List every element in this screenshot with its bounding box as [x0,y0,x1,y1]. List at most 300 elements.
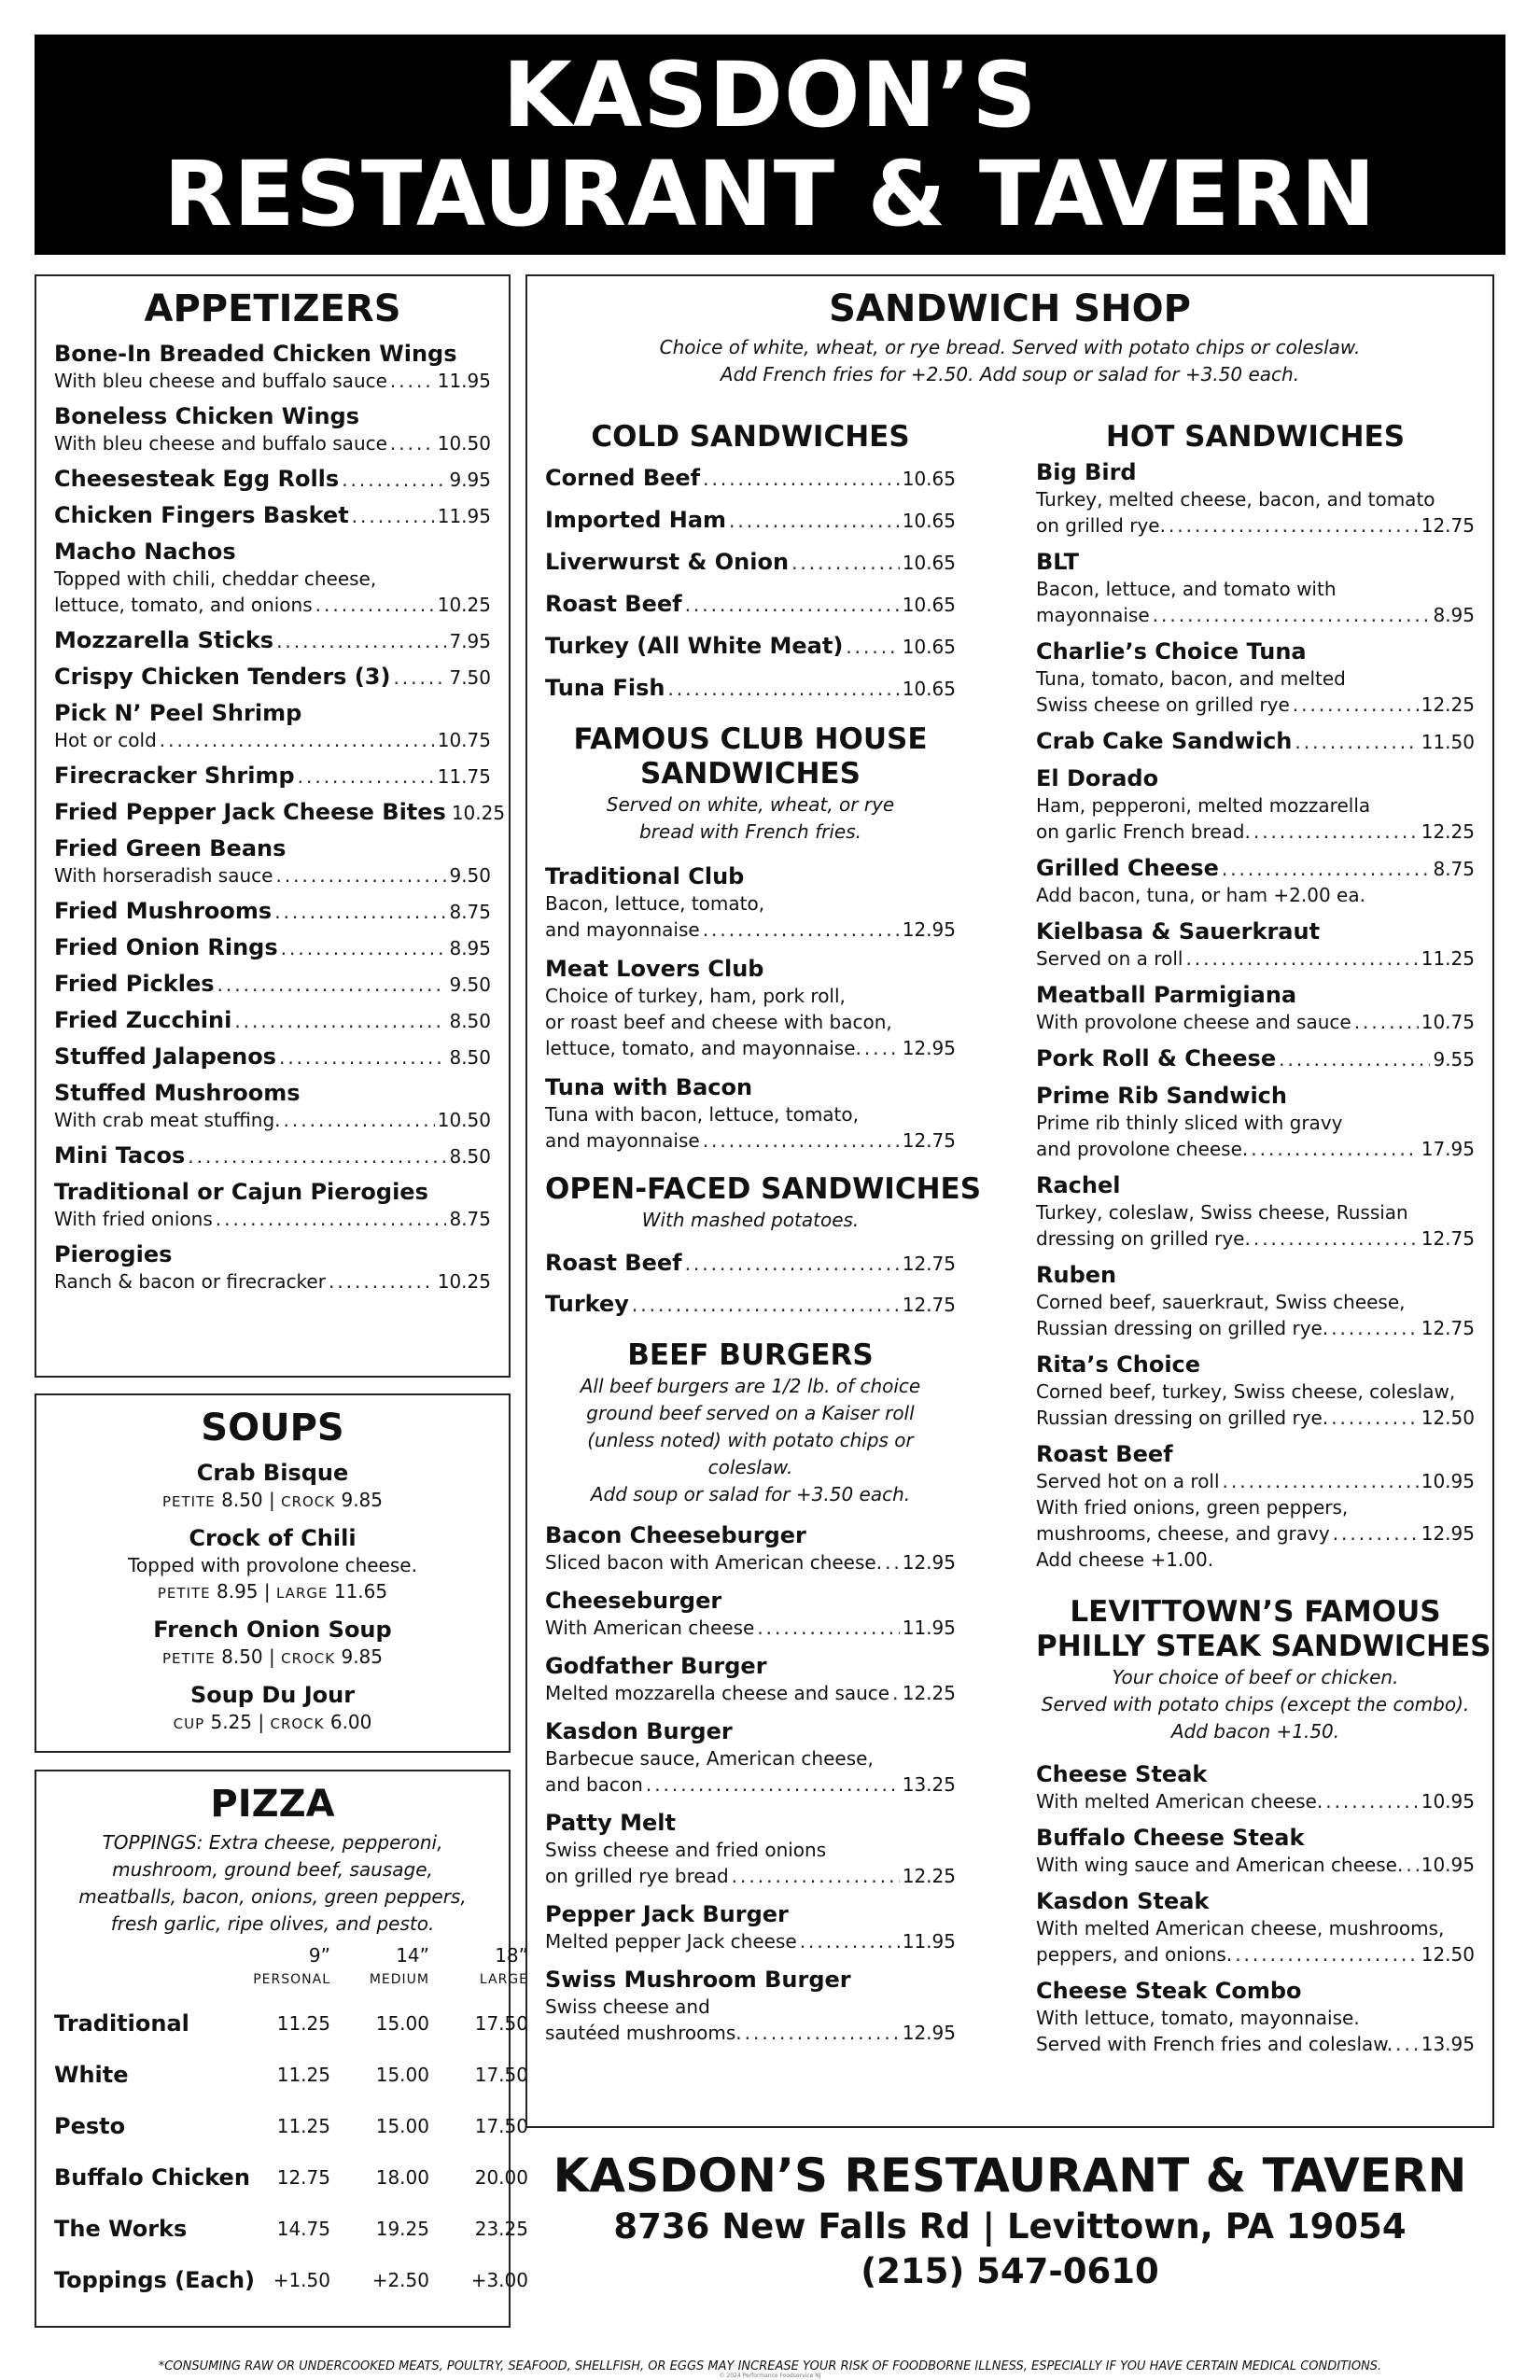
item-price: 12.75 [902,1253,956,1275]
price-row [54,897,491,925]
size-price: 9.85 [341,1489,383,1511]
dot-leader [329,1270,435,1293]
menu-item [545,1290,956,1318]
menu-item [545,1249,956,1277]
menu-item [1036,548,1475,628]
menu-item [54,699,491,753]
price-row [1036,1852,1475,1878]
pizza-price: 23.25 [474,2217,528,2240]
item-desc: peppers, and onions. [1036,1943,1233,1966]
price-row [545,506,956,534]
soup-sizes: PETITE 8.50 | CROCK 9.85 [162,1489,383,1511]
soup-name: French Onion Soup [153,1617,392,1643]
item-name: Cheese Steak [1036,1761,1208,1787]
dot-leader [703,468,900,490]
price-row [545,1290,956,1318]
burgers-note-3: (unless noted) with potato chips or coleslaw. [587,1429,914,1478]
dot-leader [729,510,900,532]
dot-leader [703,918,900,941]
size-name: MEDIUM [369,1972,429,1987]
pizza-price: 15.00 [375,2063,429,2086]
item-price: 13.25 [902,1773,956,1796]
price-row [545,548,956,576]
dot-leader [1253,820,1419,843]
item-name: Swiss Mushroom Burger [545,1967,851,1993]
item-desc: With melted American cheese, mushrooms, [1036,1917,1445,1939]
pizza-price: 17.50 [474,2063,528,2086]
dot-leader [1331,1317,1419,1339]
size-price: 9.85 [341,1645,383,1668]
restaurant-contact [525,2147,1494,2294]
pizza-price: 14.75 [276,2217,330,2240]
item-price: 10.65 [902,678,956,700]
dot-leader [846,636,899,658]
menu-item [54,1141,491,1169]
menu-item [545,590,956,618]
item-price: 8.95 [449,937,491,959]
price-row [54,933,491,961]
item-name: Kielbasa & Sauerkraut [1036,918,1321,945]
pizza-name: White [54,2061,129,2088]
menu-item [54,933,491,961]
dot-leader [892,1682,900,1704]
item-desc: Bacon, lettuce, tomato, [545,892,765,915]
item-price: 12.25 [1421,693,1475,716]
item-price: 10.50 [437,432,491,455]
item-addon: Add bacon, tuna, or ham +2.00 ea. [1036,884,1365,906]
item-price: 8.50 [449,1145,491,1168]
menu-item [545,1587,956,1641]
size-label: CROCK [281,1650,336,1667]
item-desc: With horseradish sauce [54,864,273,887]
open-faced-list [545,1249,956,1318]
item-price: 11.95 [437,505,491,527]
dot-leader [352,505,435,527]
item-name: Chicken Fingers Basket [54,502,349,528]
dot-leader [217,973,447,996]
menu-item [545,464,956,492]
item-name: Firecracker Shrimp [54,763,295,789]
item-desc: Tuna, tomato, bacon, and melted [1036,667,1346,690]
price-row [545,1771,956,1798]
price-row [1036,1405,1475,1431]
item-price: 7.95 [449,630,491,652]
item-desc: Barbecue sauce, American cheese, [545,1747,874,1770]
dot-leader [393,666,446,689]
item-name: Fried Zucchini [54,1007,232,1033]
philly-title-2: PHILLY STEAK SANDWICHES [1036,1630,1491,1663]
dot-leader [1279,1048,1430,1071]
dot-leader [685,594,900,616]
price-row [1036,1941,1475,1967]
pizza-size [231,1943,330,1992]
pizza-size [429,1943,528,1992]
soup-name: Crock of Chili [189,1525,357,1551]
footer-restaurant-name: KASDON’S RESTAURANT & TAVERN [553,2149,1467,2203]
item-price: 10.75 [437,729,491,751]
item-price: 11.95 [437,370,491,392]
dot-leader [276,630,446,652]
pizza-size-header [36,1943,528,1992]
item-name: Stuffed Jalapenos [54,1043,276,1070]
item-desc: on garlic French bread. [1036,820,1251,843]
menu-item [545,674,956,702]
item-name: Mini Tacos [54,1142,186,1169]
item-name: Bacon Cheeseburger [545,1522,806,1548]
menu-item [54,970,491,998]
menu-item [1036,1044,1475,1072]
item-name: Traditional or Cajun Pierogies [54,1179,428,1205]
club-title-2: SANDWICHES [640,757,861,791]
item-desc: With crab meat stuffing. [54,1109,281,1131]
item-price: 12.75 [1421,1227,1475,1250]
item-desc: Choice of turkey, ham, pork roll, [545,985,846,1007]
soup-item [36,1681,509,1737]
dot-leader [298,765,435,788]
item-name: Fried Pickles [54,971,215,997]
dot-leader [757,1617,899,1639]
footer-address: 8736 New Falls Rd | Levittown, PA 19054 [613,2206,1407,2247]
open-faced-title: OPEN-FACED SANDWICHES [545,1172,982,1206]
menu-item [545,632,956,660]
club-note-2: bread with French fries. [639,820,861,843]
item-desc: on grilled rye bread [545,1865,729,1887]
item-price: 12.75 [1421,514,1475,537]
item-desc: lettuce, tomato, and onions [54,594,313,616]
size-label: CROCK [270,1715,325,1732]
menu-item [545,1900,956,1954]
pizza-price: 11.25 [276,2114,330,2137]
item-desc: Ham, pepperoni, melted mozzarella [1036,794,1371,817]
item-desc: Turkey, coleslaw, Swiss cheese, Russian [1036,1201,1408,1224]
size-price: 11.65 [333,1580,388,1603]
menu-item [545,506,956,534]
item-price: 10.50 [437,1109,491,1131]
size-inch: 18” [495,1944,528,1967]
soup-sizes: PETITE 8.95 | LARGE 11.65 [157,1580,388,1603]
item-desc: on grilled rye. [1036,514,1166,537]
dot-leader [281,937,447,959]
item-name: Fried Mushrooms [54,898,273,924]
pizza-price: 12.75 [276,2165,330,2189]
item-desc: Swiss cheese and fried onions [545,1839,827,1861]
price-row [54,465,491,493]
pizza-name: Pesto [54,2112,126,2139]
menu-item [1036,917,1475,972]
menu-item [54,834,491,889]
item-price: 12.25 [902,1682,956,1704]
price-row [1036,512,1475,539]
dot-leader [1406,1854,1418,1876]
hot-sandwiches-title: HOT SANDWICHES [1105,420,1406,454]
soup-item [36,1616,509,1672]
price-row [1036,727,1475,755]
item-desc: and mayonnaise [545,918,700,941]
item-price: 8.75 [1433,858,1475,880]
size-inch: 14” [396,1944,429,1967]
club-title-1: FAMOUS CLUB HOUSE [573,722,928,756]
item-desc: With bleu cheese and buffalo sauce [54,432,387,455]
price-row [1036,1520,1475,1547]
menu-item [545,1521,956,1575]
pizza-title: PIZZA [210,1783,335,1826]
item-desc: Served on a roll [1036,947,1183,970]
dot-leader [275,864,446,887]
pizza-price: 17.50 [474,2114,528,2137]
menu-item [54,762,491,790]
price-row [54,663,491,691]
item-price: 10.65 [902,594,956,616]
menu-item [54,402,491,456]
dot-leader [160,729,435,751]
price-row [1036,1044,1475,1072]
item-name: BLT [1036,549,1079,575]
dot-leader [1169,514,1419,537]
pizza-header-spacer [54,1943,231,1992]
dot-leader [1293,693,1419,716]
menu-item [1036,1261,1475,1341]
price-row [545,917,956,943]
item-price: 10.65 [902,510,956,532]
price-row [545,1035,956,1061]
dot-leader [703,1129,900,1152]
price-row [54,1043,491,1071]
dot-leader [1185,947,1418,970]
dot-leader [885,1551,900,1574]
soups-list [36,1459,509,1737]
menu-item [54,1079,491,1133]
burgers-note-4: Add soup or salad for +3.50 each. [590,1483,911,1505]
item-price: 11.75 [437,765,491,788]
menu-item [54,626,491,654]
item-price: 8.75 [449,901,491,923]
item-name: Imported Ham [545,507,727,533]
price-row [54,430,491,456]
size-price: 8.50 [221,1489,263,1511]
item-desc: Melted mozzarella cheese and sauce [545,1682,890,1704]
price-row [1036,1225,1475,1252]
pizza-row [36,2151,528,2203]
item-price: 10.25 [437,1270,491,1293]
pizza-name: Buffalo Chicken [54,2163,250,2191]
item-name: Patty Melt [545,1810,676,1836]
item-price: 10.95 [1421,1790,1475,1813]
item-price: 12.95 [902,1551,956,1574]
pizza-price-table [36,1997,528,2305]
menu-item [54,897,491,925]
item-name: Prime Rib Sandwich [1036,1083,1287,1109]
left-sandwich-column [545,420,982,2057]
item-desc: Swiss cheese on grilled rye [1036,693,1290,716]
size-inch: 9” [308,1944,330,1967]
philly-steak-list [1036,1760,1475,2057]
soup-item [36,1524,509,1606]
pizza-price: 15.00 [375,2011,429,2035]
dot-leader [1295,731,1418,753]
soups-section [35,1393,511,1753]
menu-item [54,798,506,826]
pizza-price: +3.00 [470,2268,528,2291]
menu-item [54,501,491,529]
dot-leader [390,432,435,455]
item-name: Crispy Chicken Tenders (3) [54,664,391,690]
item-name: Ruben [1036,1262,1117,1288]
item-name: Turkey [545,1291,629,1317]
price-row [54,862,491,889]
price-row [545,632,956,660]
price-row [54,970,491,998]
pizza-row [36,2254,528,2305]
sandwich-note-1: Choice of white, wheat, or rye bread. Served with potato chips or coleslaw. [659,336,1361,358]
pizza-price: 11.25 [276,2011,330,2035]
item-price: 9.50 [449,973,491,996]
menu-item [1036,1760,1475,1814]
item-desc: sautéed mushrooms. [545,2022,742,2044]
item-name: Mozzarella Sticks [54,627,274,653]
size-name: PERSONAL [253,1972,330,1987]
pizza-name: The Works [54,2215,188,2242]
item-name: Liverwurst & Onion [545,549,790,575]
size-label: CUP [173,1715,205,1732]
price-row [545,1863,956,1889]
right-sandwich-column [1036,420,1491,2066]
item-desc: With fried onions [54,1208,213,1230]
soup-sizes: PETITE 8.50 | CROCK 9.85 [162,1645,383,1668]
item-desc: Sliced bacon with American cheese. [545,1551,883,1574]
item-desc: Corned beef, turkey, Swiss cheese, coleslaw, [1036,1380,1456,1403]
price-row [54,798,506,826]
sandwich-shop-section [525,274,1494,2128]
item-name: Fried Onion Rings [54,934,278,960]
dot-leader [216,1208,447,1230]
dot-leader [1223,1470,1419,1492]
burgers-note-2: ground beef served on a Kaiser roll [586,1402,915,1424]
item-desc: Melted pepper Jack cheese [545,1930,797,1953]
menu-item [54,1178,491,1232]
item-name: Godfather Burger [545,1653,767,1679]
item-price: 9.95 [449,469,491,491]
sandwich-shop-title: SANDWICH SHOP [829,287,1191,330]
item-desc: mushrooms, cheese, and gravy [1036,1522,1330,1545]
menu-item [1036,1082,1475,1162]
soup-sizes: CUP 5.25 | CROCK 6.00 [173,1711,372,1733]
price-row [54,1206,491,1232]
item-name: Cheesesteak Egg Rolls [54,466,340,492]
size-price: 5.25 [210,1711,253,1733]
item-name: Rachel [1036,1172,1121,1198]
item-name: Buffalo Cheese Steak [1036,1825,1305,1851]
menu-item [545,1073,956,1154]
price-row [545,1549,956,1575]
item-name: Meatball Parmigiana [1036,982,1297,1008]
dot-leader [646,1773,900,1796]
item-desc: With wing sauce and American cheese. [1036,1854,1404,1876]
item-desc: Prime rib thinly sliced with gravy [1036,1112,1343,1134]
cold-sandwiches-title: COLD SANDWICHES [591,420,910,454]
price-row [545,590,956,618]
menu-item [545,1966,956,2046]
item-price: 11.95 [902,1617,956,1639]
price-row [1036,692,1475,718]
pizza-price: 11.25 [276,2063,330,2086]
price-row [1036,602,1475,628]
item-name: Cheeseburger [545,1588,722,1614]
item-price: 10.75 [1421,1011,1475,1033]
price-row [1036,1136,1475,1162]
menu-item [1036,458,1475,539]
item-desc: With lettuce, tomato, mayonnaise. [1036,2007,1360,2029]
dot-leader [1153,604,1431,626]
menu-item [545,1652,956,1706]
header-line-1: KASDON’S [502,43,1038,147]
pizza-price: 15.00 [375,2114,429,2137]
item-name: Pork Roll & Cheese [1036,1045,1277,1071]
item-price: 8.50 [449,1046,491,1069]
price-row [1036,1009,1475,1035]
dot-leader [1222,858,1431,880]
item-name: Meat Lovers Club [545,956,764,982]
item-price: 12.50 [1421,1943,1475,1966]
philly-note-2: Served with potato chips (except the combo). [1041,1693,1470,1715]
price-row [545,1680,956,1706]
price-row [1036,1788,1475,1814]
size-label: CROCK [281,1493,336,1510]
toppings-line: mushroom, ground beef, sausage, [112,1858,433,1881]
menu-item [545,955,956,1061]
dot-leader [315,594,435,616]
restaurant-header [35,35,1505,255]
item-name: Roast Beef [545,1250,682,1276]
item-desc: Hot or cold [54,729,157,751]
item-price: 11.95 [902,1930,956,1953]
price-row [545,464,956,492]
dot-leader [279,1046,447,1069]
item-desc: With melted American cheese. [1036,1790,1323,1813]
item-name: Traditional Club [545,863,745,889]
price-row [54,1006,491,1034]
dot-leader [800,1930,900,1953]
item-desc: Turkey, melted cheese, bacon, and tomato [1036,488,1435,511]
item-price: 7.50 [449,666,491,689]
sandwich-note-2: Add French fries for +2.50. Add soup or salad for +3.50 each. [720,363,1300,385]
price-row [545,1249,956,1277]
item-price: 8.95 [1433,604,1475,626]
dot-leader [667,678,899,700]
item-price: 12.95 [902,918,956,941]
pizza-price: 19.25 [375,2217,429,2240]
item-desc: With provolone cheese and sauce [1036,1011,1351,1033]
price-row [1036,819,1475,845]
pizza-name: Traditional [54,2009,189,2037]
philly-note-3: Add bacon +1.50. [1170,1720,1340,1743]
size-price: 6.00 [329,1711,372,1733]
item-extra: With fried onions, green peppers, [1036,1496,1349,1519]
item-name: Grilled Cheese [1036,855,1219,881]
price-row [54,501,491,529]
menu-item [1036,981,1475,1035]
item-name: Macho Nachos [54,539,236,565]
menu-item [545,862,956,943]
menu-item [1036,1977,1475,2057]
dot-leader [274,901,446,923]
philly-note-1: Your choice of beef or chicken. [1112,1666,1399,1688]
item-name: Kasdon Burger [545,1718,733,1744]
item-name: Pepper Jack Burger [545,1901,789,1927]
item-desc: Topped with chili, cheddar cheese, [54,567,377,590]
item-desc: Served hot on a roll [1036,1470,1220,1492]
hot-sandwiches-list [1036,458,1475,1573]
dot-leader [732,1865,900,1887]
